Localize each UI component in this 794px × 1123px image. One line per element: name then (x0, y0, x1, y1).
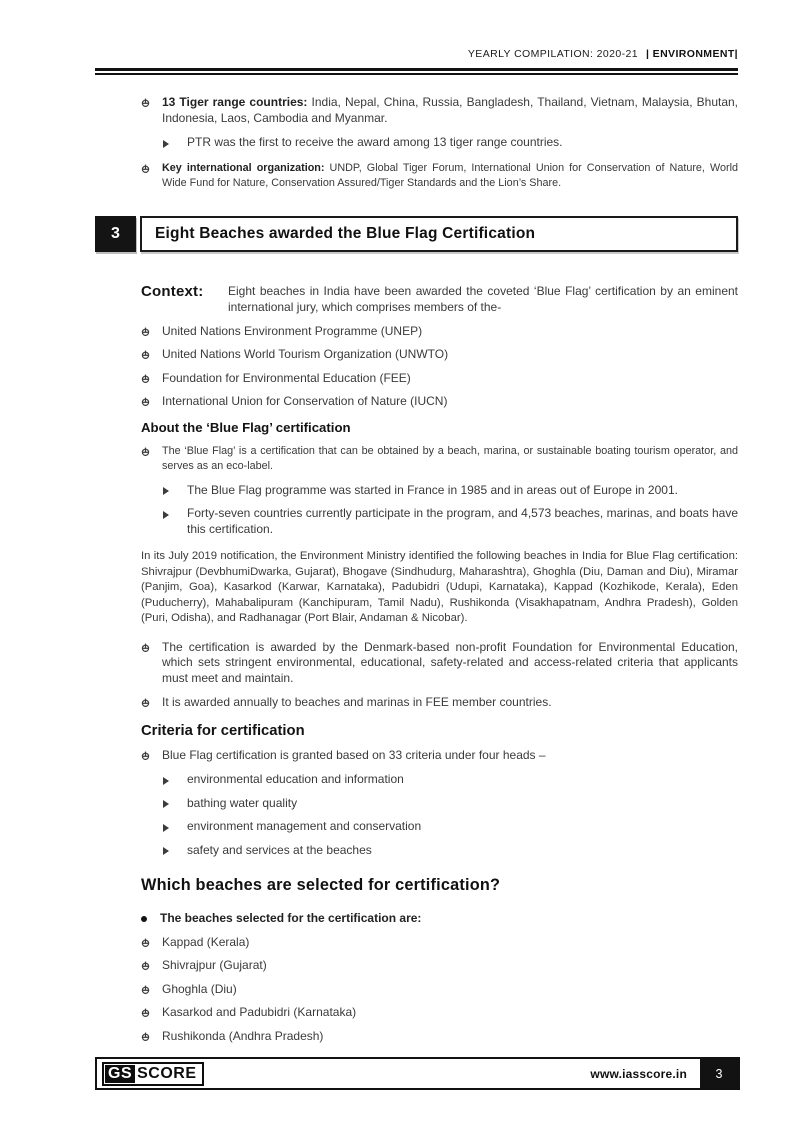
list-item-text: safety and services at the beaches (187, 842, 372, 857)
gear-bullet-icon (141, 350, 150, 360)
list-item-sub (163, 843, 738, 859)
gear-bullet-icon (141, 1008, 150, 1018)
content-area (95, 95, 738, 1044)
arrow-bullet-icon (163, 487, 176, 495)
list-item (141, 371, 738, 387)
gear-bullet-icon (141, 327, 150, 337)
logo-score-text: SCORE (137, 1064, 197, 1082)
list-item-sub (163, 772, 738, 788)
list-item-text: International Union for Conservation of Nature (IUCN) (162, 394, 448, 408)
list-item-text: The Blue Flag programme was started in France in 1985 and in areas out of Europe in 2001. (187, 482, 678, 497)
list-item (141, 1029, 738, 1045)
list-item-text: United Nations Environment Programme (UNEP) (162, 323, 423, 338)
list-item-text: Foundation for Environmental Education (FEE) (162, 370, 411, 385)
list-item-text: 13 Tiger range countries: India, Nepal, China, Russia, Bangladesh, Thailand, Vietnam, Malaysia, Bhutan, Indonesia, Laos, Cambodia and Myanmar. (162, 95, 739, 125)
list-item (141, 695, 738, 711)
website-text: www.iasscore.in (590, 1066, 687, 1081)
list-item-lead (141, 911, 738, 927)
list-item-text: bathing water quality (187, 795, 298, 810)
list-item (141, 640, 738, 687)
page-header (95, 0, 738, 75)
list-item (141, 1005, 738, 1021)
context-label: Context: (141, 282, 204, 300)
arrow-bullet-icon (163, 777, 176, 785)
list-item-text: The ‘Blue Flag’ is a certification that can be obtained by a beach, marina, or sustainable boating tourism operator, and serves as an eco-label. (162, 444, 738, 472)
list-item-sub (163, 135, 738, 151)
logo-gs-text: GS (105, 1065, 135, 1083)
arrow-bullet-icon (163, 140, 176, 148)
compilation-title: YEARLY COMPILATION: 2020-21 (467, 48, 639, 60)
list-item (141, 444, 738, 474)
dot-bullet-icon (141, 916, 148, 922)
section-label: | ENVIRONMENT| (646, 48, 738, 60)
list-item-text: Ghoghla (Diu) (162, 981, 237, 996)
list-item (141, 958, 738, 974)
notification-paragraph: In its July 2019 notification, the Environment Ministry identified the following beaches in India for Blue Flag certification: Shivrajpur (DevbhumiDwarka, Gujarat), Bhogave (Sindhudurg, Maharashtra), Ghoghla (Diu, Daman and Diu), Miramar (Panjim, Goa), Kasarkod (Karwar, Karnataka), Padubidri (Udupi, Karnataka), Kappad (Kozhikode, Kerala), Eden (Puducherry), Mahabalipuram (Kanchipuram, Tamil Nadu), Rushikonda (Visakhapatnam, Andhra Pradesh), Golden (Puri, Odisha), and Radhanagar (Port Blair, Andaman & Nicobar). (141, 550, 738, 624)
list-item-text: PTR was the first to receive the award among 13 tiger range countries. (187, 135, 563, 149)
page-number-badge: 3 (700, 1059, 738, 1088)
list-item-text: Key international organization: UNDP, Global Tiger Forum, International Union for Conservation of Nature, World Wide Fund for Nature, Conservation Assured/Tiger Standards and the Lion’s Share. (162, 161, 738, 189)
gear-bullet-icon (141, 698, 150, 708)
list-item-sub (163, 506, 738, 537)
gear-bullet-icon (141, 447, 150, 457)
list-item (141, 748, 738, 764)
gear-bullet-icon (141, 985, 150, 995)
gear-bullet-icon (141, 98, 150, 108)
list-item-sub (163, 483, 738, 499)
context-block (141, 283, 738, 315)
content-inner (141, 95, 738, 191)
list-item-text: Shivrajpur (Gujarat) (162, 958, 267, 972)
page-header-text (95, 47, 738, 61)
gear-bullet-icon (141, 374, 150, 384)
context-text: Eight beaches in India have been awarded the coveted ‘Blue Flag’ certification by an eminent international jury, which comprises members of the- (228, 283, 738, 314)
gear-bullet-icon (141, 397, 150, 407)
arrow-bullet-icon (163, 847, 176, 855)
gear-bullet-icon (141, 1032, 150, 1042)
arrow-bullet-icon (163, 800, 176, 808)
section-number: 3 (95, 216, 136, 252)
section-title: Eight Beaches awarded the Blue Flag Certification (155, 224, 536, 242)
list-item-text: Kasarkod and Padubidri (Karnataka) (162, 1005, 357, 1019)
about-heading: About the ‘Blue Flag’ certification (141, 419, 351, 435)
criteria-heading: Criteria for certification (141, 722, 305, 739)
gear-bullet-icon (141, 751, 150, 761)
gear-bullet-icon (141, 643, 150, 653)
list-item-text: The beaches selected for the certification are: (160, 911, 422, 925)
page-footer (95, 1057, 740, 1090)
list-item-text: Kappad (Kerala) (162, 934, 250, 949)
gear-bullet-icon (141, 938, 150, 948)
list-item-text: United Nations World Tourism Organization (UNWTO) (162, 347, 449, 361)
list-item (141, 161, 738, 191)
section-body (141, 283, 738, 1045)
list-item (141, 394, 738, 410)
list-item-text: Blue Flag certification is granted based on 33 criteria under four heads – (162, 747, 546, 762)
list-item (141, 935, 738, 951)
list-item (141, 982, 738, 998)
list-item-text: environment management and conservation (187, 819, 422, 833)
gear-bullet-icon (141, 961, 150, 971)
list-item-text: environmental education and information (187, 772, 404, 786)
list-item-text: The certification is awarded by the Denmark-based non-profit Foundation for Environmental Education, which sets stringent environmental, educational, safety-related and access-related criteria that applicants must meet and maintain. (162, 639, 738, 685)
list-item (141, 95, 738, 126)
gear-bullet-icon (141, 164, 150, 174)
list-item-text: Forty-seven countries currently participate in the program, and 4,573 beaches, marinas, and boats have this certification. (187, 506, 738, 536)
beaches-heading: Which beaches are selected for certification? (141, 876, 501, 894)
list-item-text: It is awarded annually to beaches and marinas in FEE member countries. (162, 695, 552, 709)
gsscore-logo (102, 1062, 204, 1086)
section-header (95, 216, 738, 252)
list-item (141, 347, 738, 363)
header-rule (95, 68, 738, 75)
list-item-sub (163, 796, 738, 812)
list-item (141, 324, 738, 340)
arrow-bullet-icon (163, 824, 176, 832)
list-item-text: Rushikonda (Andhra Pradesh) (162, 1028, 324, 1043)
arrow-bullet-icon (163, 511, 176, 519)
list-item-sub (163, 819, 738, 835)
section-title-box (140, 216, 738, 252)
